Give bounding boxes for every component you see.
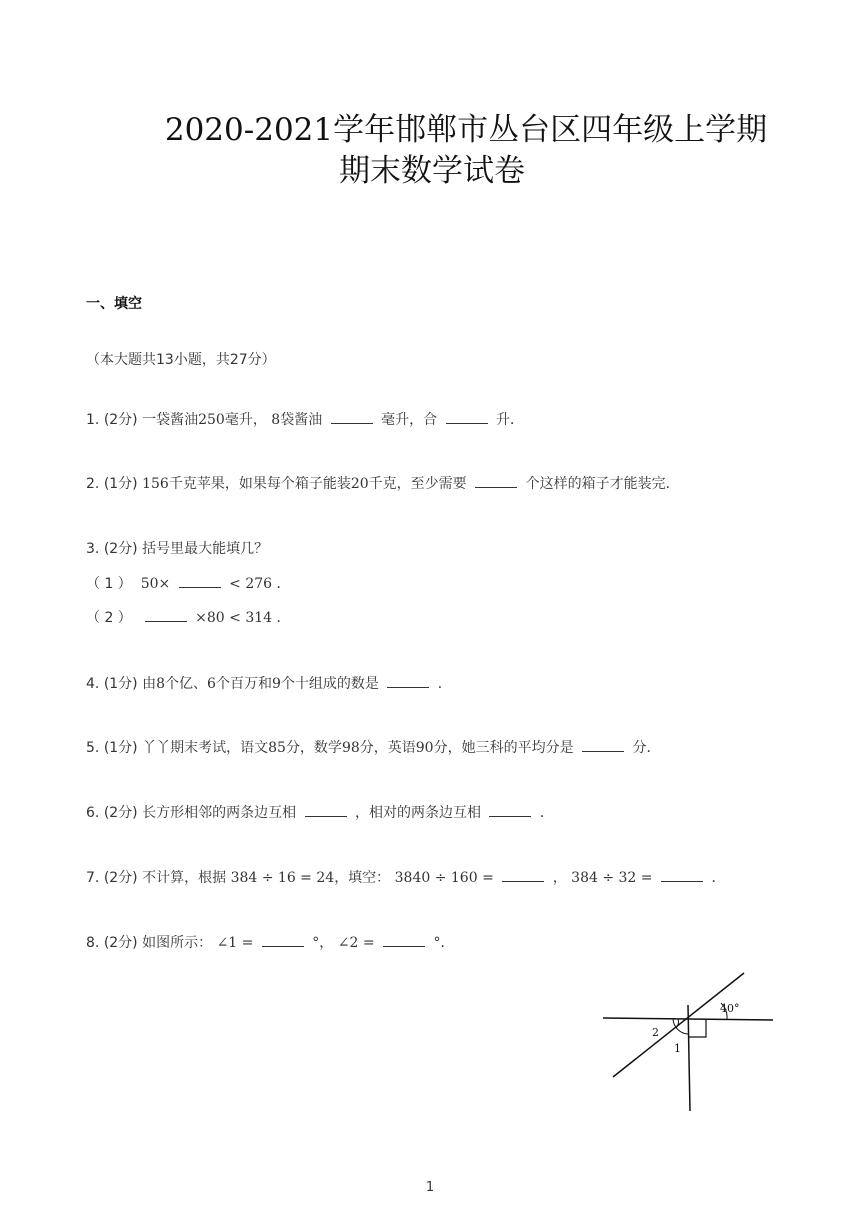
question-1 [86, 409, 524, 429]
doc-title-line2: 期末数学试卷 [339, 153, 525, 189]
q1-text: 袋酱油 [280, 412, 323, 428]
q8-score: (2分) [103, 935, 138, 951]
right-angle-mark [689, 1019, 706, 1037]
q6-text: ． [539, 805, 554, 821]
q3-text: 括号里最大能填几？ [142, 541, 269, 557]
q2-text: 个这样的箱子才能装完． [525, 476, 680, 492]
answer-blank[interactable] [305, 804, 347, 817]
q4-text: 个百万和 [215, 676, 272, 692]
q5-text: 丫丫期末考试，语文 [142, 740, 269, 756]
answer-blank[interactable] [179, 575, 221, 588]
q2-value: 156 [142, 476, 169, 492]
q5-value: 98 [341, 740, 360, 756]
q7-expr: 384 ÷ 16 = 24 [230, 870, 335, 886]
q4-text: 个亿、 [165, 676, 208, 692]
answer-blank[interactable] [383, 934, 425, 947]
q4-text: ． [437, 676, 452, 692]
angle-40-label: 40° [720, 1002, 740, 1015]
q7-text: ，填空： [334, 870, 391, 886]
answer-blank[interactable] [331, 411, 373, 424]
q8-expr: ∠1 = [216, 935, 254, 951]
question-4 [86, 673, 452, 693]
q5-value: 90 [415, 740, 434, 756]
q7-expr: 3840 ÷ 160 = [394, 870, 494, 886]
answer-blank[interactable] [145, 609, 187, 622]
q3-expr: 50× [140, 576, 171, 592]
q8-text: °． [433, 935, 455, 951]
q4-value: 8 [156, 676, 166, 692]
q1-text: 毫升， [224, 412, 267, 428]
question-3-sub-1 [86, 573, 291, 593]
q1-text: 毫升，合 [381, 412, 438, 428]
question-7 [86, 867, 725, 887]
question-3 [86, 538, 268, 558]
answer-blank[interactable] [475, 475, 517, 488]
q6-number: 6. [86, 805, 100, 821]
question-6 [86, 802, 554, 822]
q8-expr: ∠2 = [337, 935, 375, 951]
page-number: 1 [425, 1180, 435, 1195]
q3-expr: < 276 ． [229, 576, 291, 592]
question-2 [86, 473, 680, 493]
q2-score: (1分) [103, 476, 138, 492]
angle-1-arc [673, 1019, 688, 1034]
section-heading: 一、填空 [86, 296, 142, 312]
q2-text: 千克苹果，如果每个箱子能装 [168, 476, 351, 492]
q2-text: 千克，至少需要 [368, 476, 467, 492]
q6-score: (2分) [103, 805, 138, 821]
answer-blank[interactable] [661, 869, 703, 882]
q1-text: 升． [496, 412, 525, 428]
q4-number: 4. [86, 676, 100, 692]
q1-value: 250 [198, 412, 225, 428]
q7-number: 7. [86, 870, 100, 886]
q5-text: 分，她三科的平均分是 [433, 740, 574, 756]
q4-text: 个十组成的数是 [280, 676, 379, 692]
q5-number: 5. [86, 740, 100, 756]
sub-label: （ 1 ） [86, 576, 132, 592]
question-8 [86, 932, 454, 952]
q8-number: 8. [86, 935, 100, 951]
question-3-sub-2 [86, 607, 291, 627]
q4-value: 6 [207, 676, 216, 692]
q8-text: °， [312, 935, 334, 951]
q1-number: 1. [86, 412, 100, 428]
q7-expr: 384 ÷ 32 = [571, 870, 653, 886]
answer-blank[interactable] [489, 804, 531, 817]
q2-value: 20 [350, 476, 369, 492]
angle-2-label: 2 [652, 1026, 659, 1039]
angle-figure [595, 965, 785, 1120]
q7-text: ． [711, 870, 726, 886]
q7-text: 不计算，根据 [142, 870, 227, 886]
question-5 [86, 737, 661, 757]
q4-value: 9 [271, 676, 281, 692]
answer-blank[interactable] [446, 411, 488, 424]
q1-value: 8 [271, 412, 281, 428]
q5-text: 分，数学 [285, 740, 342, 756]
q4-text: 由 [142, 676, 157, 692]
doc-title-line1: 2020-2021学年邯郸市丛台区四年级上学期 [164, 112, 768, 148]
q6-text: ，相对的两条边互相 [355, 805, 482, 821]
q3-score: (2分) [103, 541, 138, 557]
q7-score: (2分) [103, 870, 138, 886]
angle-1-label: 1 [674, 1042, 681, 1055]
q3-number: 3. [86, 541, 100, 557]
answer-blank[interactable] [387, 675, 429, 688]
q6-text: 长方形相邻的两条边互相 [142, 805, 297, 821]
q1-text: 一袋酱油 [142, 412, 199, 428]
q3-expr: ×80 < 314 ． [195, 610, 291, 626]
q5-text: 分，英语 [359, 740, 416, 756]
q5-score: (1分) [103, 740, 138, 756]
q7-text: ， [552, 870, 567, 886]
q4-score: (1分) [103, 676, 138, 692]
q5-value: 85 [268, 740, 286, 756]
q5-text: 分． [632, 740, 661, 756]
answer-blank[interactable] [502, 869, 544, 882]
answer-blank[interactable] [582, 739, 624, 752]
q1-score: (2分) [103, 412, 138, 428]
section-note: （本大题共13小题，共27分） [86, 352, 276, 368]
vertical-line [688, 1005, 690, 1111]
q2-number: 2. [86, 476, 100, 492]
sub-label: （ 2 ） [86, 610, 132, 626]
q8-text: 如图所示： [142, 935, 213, 951]
answer-blank[interactable] [262, 934, 304, 947]
